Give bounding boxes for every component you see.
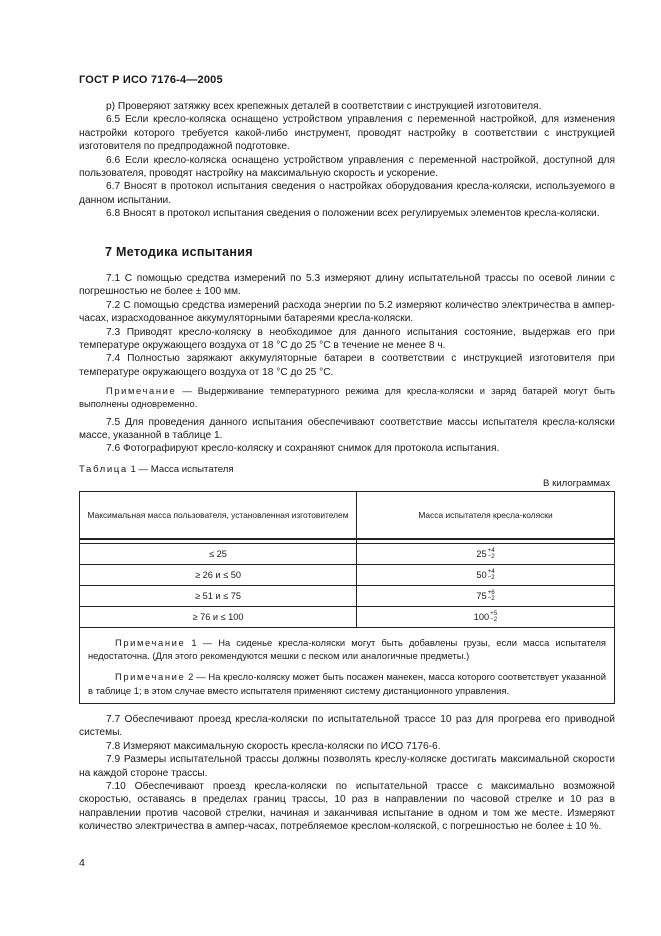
table-cell-mass: 50 +4 −2	[357, 565, 615, 586]
table-header-max-mass: Максимальная масса пользователя, установленная изготовителем	[80, 492, 357, 540]
paragraph-7-10: 7.10 Обеспечивают проезд кресла-коляски по испытательной трассе с максимально возможной скоростью, оставаясь в пределах границ трассы, 10 раз в направлении по часовой стрелке и 10 раз в направлении против часовой стрелки, начиная и заканчивая испытание в одном и том же месте. Измеряют количество электричества в ампер-часах, потребляемое креслом-коляской, с погрешностью не более ± 10 %.	[79, 781, 615, 833]
section-7-body	[79, 272, 615, 456]
mass-table	[79, 491, 615, 704]
tolerance: +5 −2	[490, 609, 498, 623]
paragraph-7-7: 7.7 Обеспечивают проезд кресла-коляски по испытательной трассе 10 раз для прогрева его приводной системы.	[79, 714, 615, 739]
paragraph-7-8: 7.8 Измеряют максимальную скорость кресла-коляски по ИСО 7176-6.	[106, 740, 441, 752]
tolerance: +4 −2	[487, 546, 495, 560]
tolerance: +4 −2	[487, 567, 495, 581]
table-caption	[79, 464, 234, 475]
paragraph-6-6: 6.6 Если кресло-коляска оснащено устройством управления с переменной настройкой, доступной для пользователя, проводят настройку на максимальную скорость и ускорение.	[79, 154, 615, 180]
table-header-tester-mass: Масса испытателя кресла-коляски	[357, 492, 615, 540]
section-6-continuation	[79, 100, 615, 221]
table-notes-row	[80, 628, 615, 704]
paragraph-7-5: 7.5 Для проведения данного испытания обеспечивают соответствие массы испытателя кресла-коляски массе, указанной в таблице 1.	[79, 416, 615, 442]
table-note-2: Примечание 2 — На кресло-коляску может быть посажен манекен, масса которого соответствует указанной в таблице 1; в этом случае вместо испытателя применяют систему дистанционного управления.	[88, 671, 606, 696]
table-cell-range: ≥ 51 и ≤ 75	[80, 586, 357, 607]
paragraph-6-7: 6.7 Вносят в протокол испытания сведения о настройках оборудования кресла-коляски, используемого в данном испытании.	[79, 181, 615, 206]
table-notes	[80, 628, 615, 704]
paragraph-7-6: 7.6 Фотографируют кресло-коляску и сохраняют снимок для протокола испытания.	[106, 443, 500, 455]
table-cell-mass: 100 +5 −2	[357, 607, 615, 628]
paragraph-6-8: 6.8 Вносят в протокол испытания сведения о положении всех регулируемых элементов кресла-коляски.	[106, 208, 600, 220]
table-row	[80, 607, 615, 628]
paragraph-6-5: 6.5 Если кресло-коляска оснащено устройством управления с переменной настройкой, для изменения настройки которого требуется какой-либо инструмент, проводят настройку в соответствии с инструкцией изготовителя по предпродажной подготовке.	[79, 114, 615, 153]
paragraph-7-1: 7.1 С помощью средства измерений по 5.3 измеряют длину испытательной трассы по осевой линии с погрешностью не более ± 100 мм.	[79, 273, 615, 298]
paragraph-7-4: 7.4 Полностью заряжают аккумуляторные батареи в соответствии с инструкцией изготовителя при температуре окружающего воздуха от 18 °С до 25 °С.	[79, 353, 615, 378]
page-number: 4	[79, 857, 85, 869]
table-header-row	[80, 492, 615, 540]
table-cell-range: ≥ 76 и ≤ 100	[80, 607, 357, 628]
table-cell-mass: 75 +6 −2	[357, 586, 615, 607]
table-note-1: Примечание 1 — На сиденье кресла-коляски могут быть добавлены грузы, если масса испытателя недостаточна. (Для этого рекомендуются мешки с песком или аналогичные предметы.)	[88, 637, 606, 662]
section-7-continuation	[79, 713, 615, 834]
note-text: — Выдерживание температурного режима для кресла-коляски и заряд батарей могут быть выполнены одновременно.	[79, 385, 615, 410]
table-row	[80, 586, 615, 607]
table-cell-range: ≥ 26 и ≤ 50	[80, 565, 357, 586]
document-header: ГОСТ Р ИСО 7176-4—2005	[79, 74, 223, 86]
table-caption-text: 1 — Масса испытателя	[127, 464, 234, 475]
tolerance: +6 −2	[487, 588, 495, 602]
table-units: В килограммах	[543, 478, 611, 489]
note-label: Примечание	[106, 385, 177, 397]
table-cell-mass: 25 +4 −2	[357, 544, 615, 565]
table-cell-range: ≤ 25	[80, 544, 357, 565]
paragraph-7-9: 7.9 Размеры испытательной трассы должны позволять креслу-коляске достигать максимальной скорости на каждой стороне трассы.	[79, 754, 615, 779]
paragraph-7-3: 7.3 Приводят кресло-коляску в необходимое для данного испытания состояние, выдержав его при температуре окружающего воздуха от 18 °С до 25 °С в течение не менее 8 ч.	[79, 326, 615, 352]
table-caption-label: Таблица	[79, 464, 128, 475]
note-temperature	[79, 384, 615, 410]
table-row	[80, 544, 615, 565]
paragraph-6-4-p: р) Проверяют затяжку всех крепежных деталей в соответствии с инструкцией изготовителя.	[106, 101, 542, 112]
section-7-title: 7 Методика испытания	[105, 245, 253, 259]
table-row	[80, 565, 615, 586]
paragraph-7-2: 7.2 С помощью средства измерений расхода энергии по 5.2 измеряют количество электричества в ампер-часах, израсходованное аккумуляторными батареями кресла-коляски.	[79, 299, 615, 325]
